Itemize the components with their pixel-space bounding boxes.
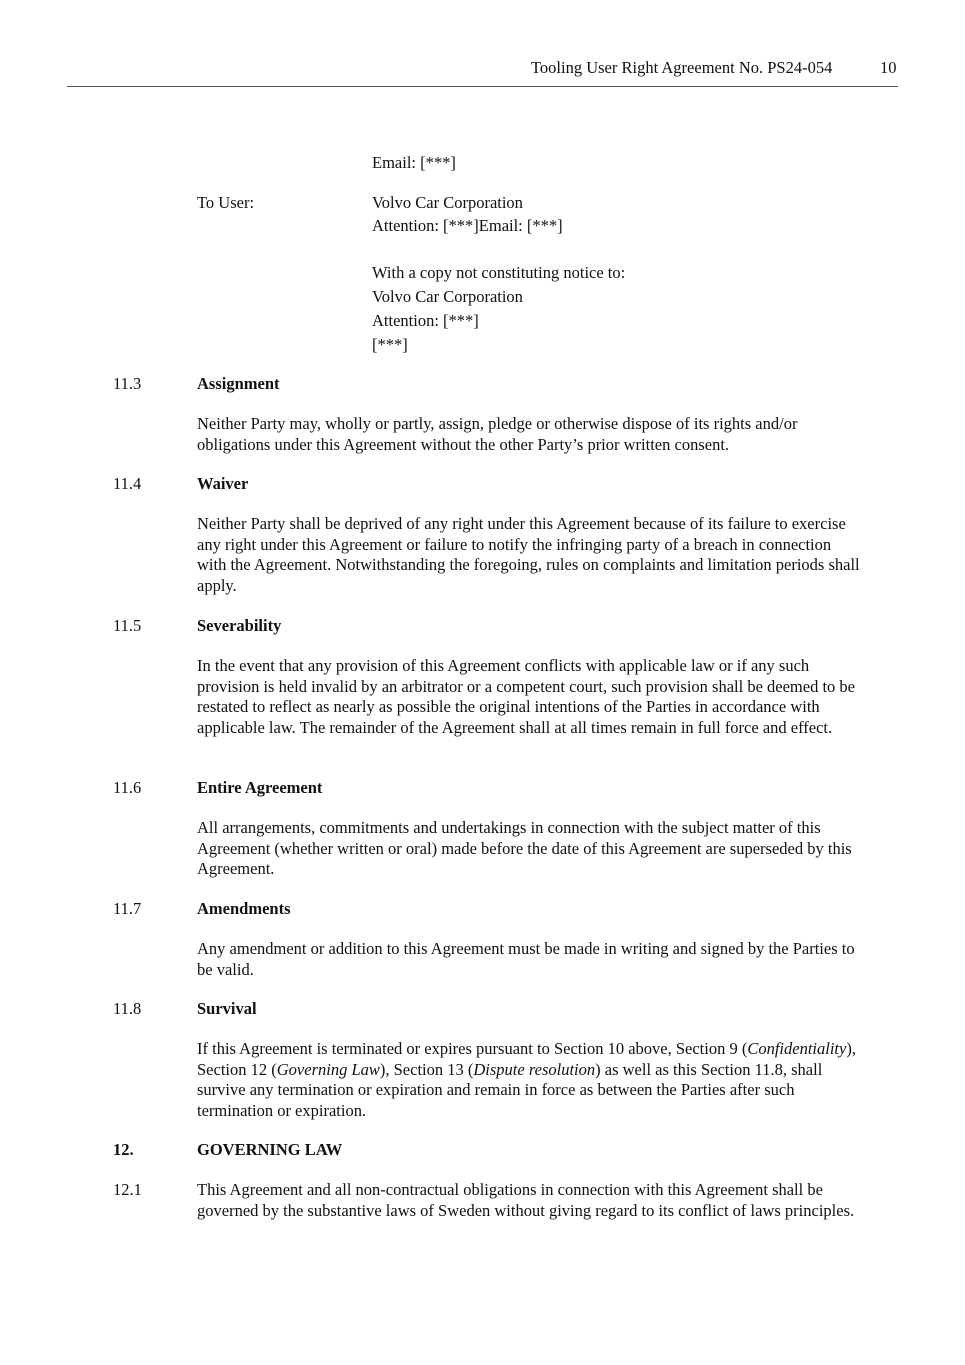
section-body-text: Any amendment or addition to this Agreement must be made in writing and signed by the Parties to be valid. xyxy=(197,939,855,979)
to-user-line: Volvo Car Corporation xyxy=(372,193,523,212)
section-number: 11.7 xyxy=(113,899,142,918)
clause-body-text: This Agreement and all non-contractual obligations in connection with this Agreement shall be governed by the substantive laws of Sweden without giving regard to its conflict of laws principles. xyxy=(197,1180,855,1220)
copy-line: Attention: [***] xyxy=(372,311,479,330)
section-heading: Severability xyxy=(197,616,282,635)
body-text-fragment: ) as well as this Section 11.8, shall survive any termination or expiration and remain in force as between the Parties after such termination or expiration. xyxy=(197,1059,823,1120)
section-body-text: All arrangements, commitments and undertakings in connection with the subject matter of this Agreement (whether written or oral) made before the date of this Agreement are superseded by this Agreement. xyxy=(197,818,852,879)
section-number: 11.4 xyxy=(113,474,142,493)
clause-body xyxy=(197,1180,862,1221)
section-heading: Waiver xyxy=(197,474,249,493)
section-heading: Assignment xyxy=(197,374,280,393)
document-header-title: Tooling User Right Agreement No. PS24-054 xyxy=(531,58,833,77)
page-number: 10 xyxy=(880,58,897,77)
copy-line: [***] xyxy=(372,335,408,354)
section-heading: Amendments xyxy=(197,899,291,918)
notice-prior-email: Email: [***] xyxy=(372,153,456,172)
to-user-line: Attention: [***]Email: [***] xyxy=(372,216,563,235)
section-number: 12. xyxy=(113,1140,134,1159)
section-number: 11.6 xyxy=(113,778,142,797)
header-divider xyxy=(67,86,898,87)
section-body-text: Neither Party shall be deprived of any right under this Agreement because of its failure to exercise any right under this Agreement or failure to notify the infringing party of a breach in connection with the Agreement. Notwithstanding the foregoing, rules on complaints and limitation periods shall apply. xyxy=(197,514,860,595)
section-body-text: In the event that any provision of this Agreement conflicts with applicable law or if any such provision is held invalid by an arbitrator or a competent court, such provision shall be deemed to be restated to reflect as nearly as possible the original intentions of the Parties in accordance with applicable law. The remainder of the Agreement shall at all times remain in full force and effect. xyxy=(197,656,856,737)
section-heading: GOVERNING LAW xyxy=(197,1140,343,1159)
copy-line: With a copy not constituting notice to: xyxy=(372,263,626,282)
section-body xyxy=(197,414,862,455)
section-body-text: Neither Party may, wholly or partly, assign, pledge or otherwise dispose of its rights and/or obligations under this Agreement without the other Party’s prior written consent. xyxy=(197,414,798,454)
reference-confidentiality: Confidentiality xyxy=(747,1039,847,1058)
section-number: 11.5 xyxy=(113,616,142,635)
section-body xyxy=(197,656,862,738)
section-body xyxy=(197,818,862,880)
section-body xyxy=(197,514,862,596)
section-body xyxy=(197,939,862,980)
to-user-label: To User: xyxy=(197,193,255,212)
section-body-text xyxy=(197,1039,862,1121)
reference-dispute-resolution: Dispute resolution xyxy=(473,1059,596,1079)
section-number: 11.8 xyxy=(113,999,142,1018)
clause-number: 12.1 xyxy=(113,1180,142,1199)
section-heading: Entire Agreement xyxy=(197,778,323,797)
section-heading: Survival xyxy=(197,999,257,1018)
copy-line: Volvo Car Corporation xyxy=(372,287,523,306)
reference-governing-law: Governing Law xyxy=(276,1059,380,1079)
body-text-fragment: If this Agreement is terminated or expires pursuant to Section 10 above, Section 9 ( xyxy=(197,1039,748,1058)
body-text-fragment: ), Section 12 ( xyxy=(197,1039,856,1079)
section-body xyxy=(197,1039,862,1121)
body-text-fragment: ), Section 13 ( xyxy=(379,1059,474,1079)
section-number: 11.3 xyxy=(113,374,142,393)
